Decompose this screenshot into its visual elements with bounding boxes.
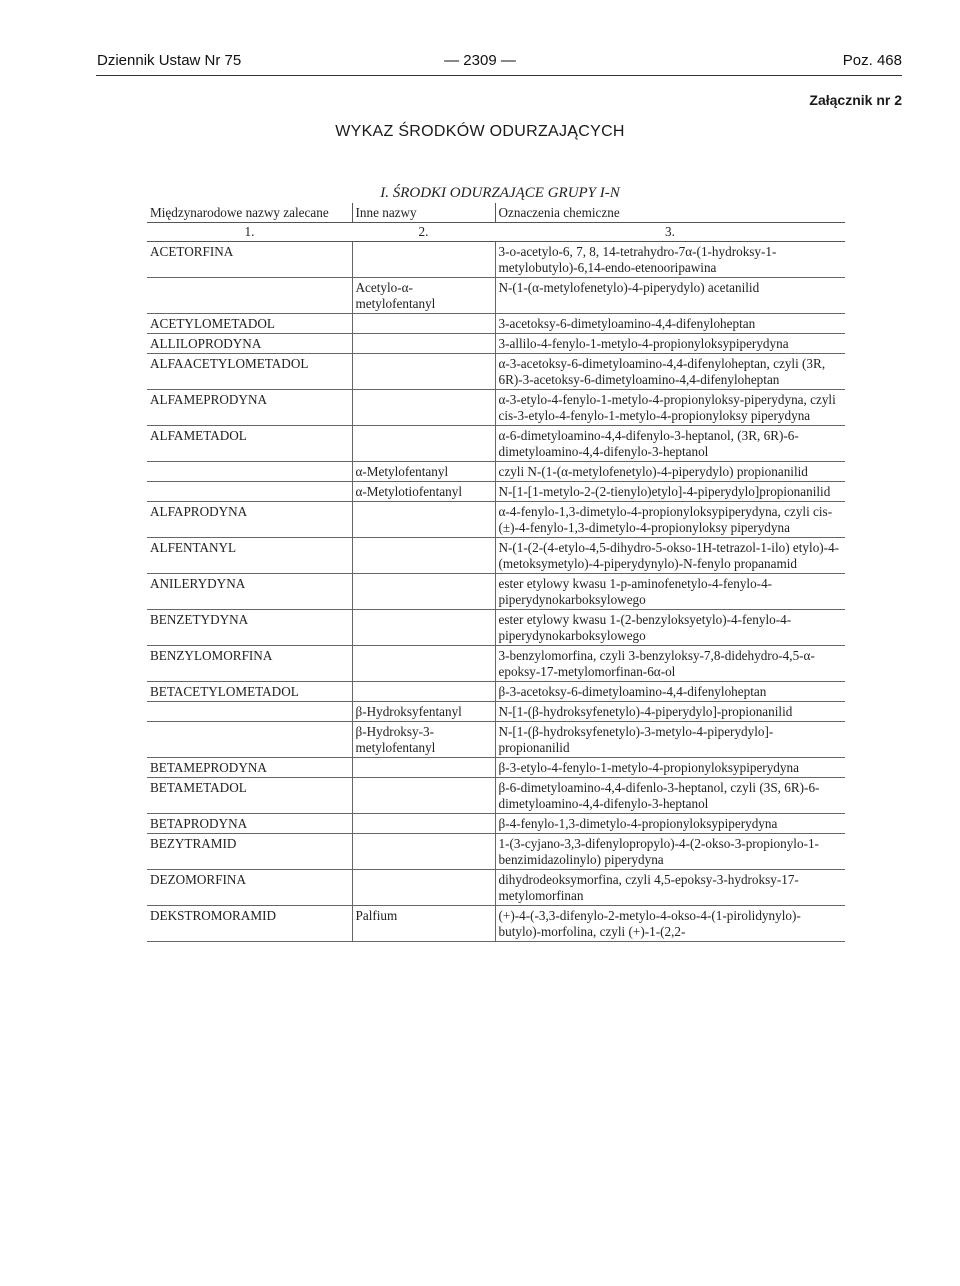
other-name-cell <box>352 354 495 390</box>
table-row <box>147 722 845 758</box>
header-rule <box>96 75 902 76</box>
international-name-cell: ACETORFINA <box>147 242 352 278</box>
other-name-cell: β-Hydroksy-3-metylofentanyl <box>352 722 495 758</box>
international-name-cell <box>147 702 352 722</box>
table-row <box>147 870 845 906</box>
other-name-cell <box>352 426 495 462</box>
position-number: Poz. 468 <box>842 52 902 69</box>
international-name-cell: ALFAPRODYNA <box>147 502 352 538</box>
international-name-cell: BENZYLOMORFINA <box>147 646 352 682</box>
chemical-designation-cell: dihydrodeoksymorfina, czyli 4,5-epoksy-3-hydroksy-17-metylomorfinan <box>495 870 845 906</box>
chemical-designation-cell: α-6-dimetyloamino-4,4-difenylo-3-heptanol, (3R, 6R)-6-dimetyloamino-4,4-difenylo-3-heptanol <box>495 426 845 462</box>
chemical-designation-cell: β-4-fenylo-1,3-dimetylo-4-propionyloksypiperydyna <box>495 814 845 834</box>
column-number: 2. <box>352 223 495 242</box>
other-name-cell <box>352 242 495 278</box>
chemical-designation-cell: (+)-4-(-3,3-difenylo-2-metylo-4-okso-4-(1-pirolidynylo)-butylo)-morfolina, czyli (+)-1-(2,2- <box>495 906 845 942</box>
chemical-designation-cell: α-3-acetoksy-6-dimetyloamino-4,4-difenyloheptan, czyli (3R, 6R)-3-acetoksy-6-dimetyloamino-4,4-difenyloheptan <box>495 354 845 390</box>
international-name-cell: BEZYTRAMID <box>147 834 352 870</box>
international-name-cell: ACETYLOMETADOL <box>147 314 352 334</box>
international-name-cell: ANILERYDYNA <box>147 574 352 610</box>
table-row <box>147 502 845 538</box>
table-row <box>147 758 845 778</box>
international-name-cell: BETAMEPRODYNA <box>147 758 352 778</box>
table-row <box>147 482 845 502</box>
other-name-cell <box>352 834 495 870</box>
international-name-cell <box>147 722 352 758</box>
table-row <box>147 646 845 682</box>
table-row <box>147 702 845 722</box>
table-row <box>147 242 845 278</box>
chemical-designation-cell: N-(1-(2-(4-etylo-4,5-dihydro-5-okso-1H-tetrazol-1-ilo) etylo)-4-(metoksymetylo)-4-piperydynylo)-N-fenylo propanamid <box>495 538 845 574</box>
other-name-cell <box>352 610 495 646</box>
chemical-designation-cell: 1-(3-cyjano-3,3-difenylopropylo)-4-(2-okso-3-propionylo-1-benzimidazolinylo) piperydyna <box>495 834 845 870</box>
other-name-cell: Palfium <box>352 906 495 942</box>
chemical-designation-cell: czyli N-(1-(α-metylofenetylo)-4-piperydylo) propionanilid <box>495 462 845 482</box>
chemical-designation-cell: 3-allilo-4-fenylo-1-metylo-4-propionyloksypiperydyna <box>495 334 845 354</box>
other-name-cell <box>352 502 495 538</box>
table-row <box>147 426 845 462</box>
international-name-cell: ALLILOPRODYNA <box>147 334 352 354</box>
table-body <box>147 242 845 942</box>
other-name-cell: α-Metylofentanyl <box>352 462 495 482</box>
table-row <box>147 334 845 354</box>
other-name-cell <box>352 314 495 334</box>
table-row <box>147 462 845 482</box>
chemical-designation-cell: N-[1-[1-metylo-2-(2-tienylo)etylo]-4-piperydylo]propionanilid <box>495 482 845 502</box>
journal-title: Dziennik Ustaw Nr 75 <box>97 52 242 69</box>
international-name-cell <box>147 482 352 502</box>
chemical-designation-cell: β-6-dimetyloamino-4,4-difenlo-3-heptanol, czyli (3S, 6R)-6-dimetyloamino-4,4-difenylo-3-heptanol <box>495 778 845 814</box>
table-row <box>147 682 845 702</box>
column-header-international-names: Międzynarodowe nazwy zalecane <box>147 203 352 223</box>
chemical-designation-cell: 3-o-acetylo-6, 7, 8, 14-tetrahydro-7α-(1-hydroksy-1-metylobutylo)-6,14-endo-etenooripawina <box>495 242 845 278</box>
list-title: WYKAZ ŚRODKÓW ODURZAJĄCYCH <box>335 123 625 140</box>
table-header-row <box>147 203 845 223</box>
international-name-cell: ALFENTANYL <box>147 538 352 574</box>
table-row <box>147 574 845 610</box>
table-row <box>147 778 845 814</box>
other-name-cell <box>352 390 495 426</box>
chemical-designation-cell: ester etylowy kwasu 1-p-aminofenetylo-4-fenylo-4-piperydynokarboksylowego <box>495 574 845 610</box>
other-name-cell <box>352 538 495 574</box>
table-row <box>147 354 845 390</box>
column-number: 3. <box>495 223 845 242</box>
page-number: — 2309 — <box>444 52 516 69</box>
international-name-cell: DEZOMORFINA <box>147 870 352 906</box>
column-header-other-names: Inne nazwy <box>352 203 495 223</box>
international-name-cell: ALFAMETADOL <box>147 426 352 462</box>
table-row <box>147 314 845 334</box>
table-row <box>147 538 845 574</box>
group-title: I. ŚRODKI ODURZAJĄCE GRUPY I-N <box>380 185 620 201</box>
chemical-designation-cell: α-3-etylo-4-fenylo-1-metylo-4-propionyloksy-piperydyna, czyli cis-3-etylo-4-fenylo-1-metylo-4-propionyloksy piperydyna <box>495 390 845 426</box>
chemical-designation-cell: α-4-fenylo-1,3-dimetylo-4-propionyloksypiperydyna, czyli cis-(±)-4-fenylo-1,3-dimetylo-4-propionyloksy piperydyna <box>495 502 845 538</box>
international-name-cell: ALFAMEPRODYNA <box>147 390 352 426</box>
other-name-cell <box>352 682 495 702</box>
international-name-cell: ALFAACETYLOMETADOL <box>147 354 352 390</box>
chemical-designation-cell: β-3-acetoksy-6-dimetyloamino-4,4-difenyloheptan <box>495 682 845 702</box>
international-name-cell: BETAMETADOL <box>147 778 352 814</box>
column-number-row <box>147 223 845 242</box>
table-row <box>147 814 845 834</box>
table-row <box>147 834 845 870</box>
chemical-designation-cell: ester etylowy kwasu 1-(2-benzyloksyetylo)-4-fenylo-4-piperydynokarboksylowego <box>495 610 845 646</box>
other-name-cell: β-Hydroksyfentanyl <box>352 702 495 722</box>
other-name-cell <box>352 646 495 682</box>
other-name-cell <box>352 814 495 834</box>
other-name-cell: Acetylo-α-metylofentanyl <box>352 278 495 314</box>
international-name-cell: BENZETYDYNA <box>147 610 352 646</box>
table-row <box>147 906 845 942</box>
chemical-designation-cell: N-[1-(β-hydroksyfenetylo)-4-piperydylo]-propionanilid <box>495 702 845 722</box>
annex-label: Załącznik nr 2 <box>809 92 902 108</box>
table-row <box>147 278 845 314</box>
other-name-cell: α-Metylotiofentanyl <box>352 482 495 502</box>
table-row <box>147 610 845 646</box>
international-name-cell: BETAPRODYNA <box>147 814 352 834</box>
chemical-designation-cell: N-(1-(α-metylofenetylo)-4-piperydylo) acetanilid <box>495 278 845 314</box>
international-name-cell <box>147 462 352 482</box>
chemical-designation-cell: β-3-etylo-4-fenylo-1-metylo-4-propionyloksypiperydyna <box>495 758 845 778</box>
table-row <box>147 390 845 426</box>
other-name-cell <box>352 778 495 814</box>
other-name-cell <box>352 574 495 610</box>
international-name-cell <box>147 278 352 314</box>
chemical-designation-cell: 3-benzylomorfina, czyli 3-benzyloksy-7,8-didehydro-4,5-α-epoksy-17-metylomorfinan-6α-ol <box>495 646 845 682</box>
international-name-cell: DEKSTROMORAMID <box>147 906 352 942</box>
column-header-chemical-designations: Oznaczenia chemiczne <box>495 203 845 223</box>
chemical-designation-cell: 3-acetoksy-6-dimetyloamino-4,4-difenyloheptan <box>495 314 845 334</box>
column-number: 1. <box>147 223 352 242</box>
other-name-cell <box>352 758 495 778</box>
other-name-cell <box>352 334 495 354</box>
substances-table <box>147 203 845 942</box>
chemical-designation-cell: N-[1-(β-hydroksyfenetylo)-3-metylo-4-piperydylo]-propionanilid <box>495 722 845 758</box>
other-name-cell <box>352 870 495 906</box>
international-name-cell: BETACETYLOMETADOL <box>147 682 352 702</box>
